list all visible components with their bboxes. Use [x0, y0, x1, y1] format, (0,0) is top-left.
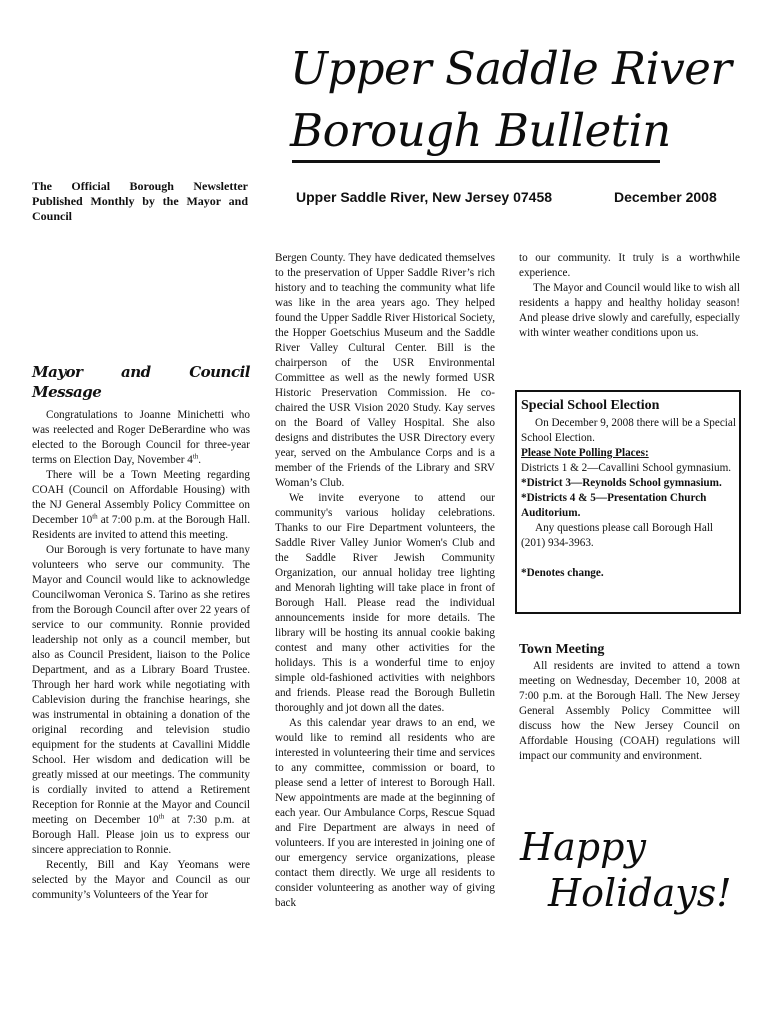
column-3-paragraph-2: The Mayor and Council would like to wish all residents a happy and healthy holiday season! And please drive slowly and carefully, especially with winter weather conditions upon us. [519, 282, 740, 339]
town-meeting-section [519, 641, 740, 764]
polling-places-heading: Please Note Polling Places: [521, 447, 649, 459]
school-election-title: Special School Election [521, 398, 660, 413]
column-2-paragraph-2: We invite everyone to attend our community's various holiday celebrations. Thanks to our Fire Department volunteers, the Saddle River Valley Junior Women's Club and the Saddle River Jewish Community Organization, our annual holiday tree lighting and Menorah lighting will take place in front of Borough Hall. Please read the individual announcements inside for more details. The library will be hosting its annual cookie baking contest and many other activities for the holidays. This is a wonderful time to enjoy simple old-fashioned activities with neighbors and friends. Please read the Borough Bulletin thoroughly and jot down all the dates. [275, 492, 495, 714]
school-election-intro: On December 9, 2008 there will be a Special School Election. [521, 417, 736, 444]
mayor-paragraph-1: Congratulations to Joanne Minichetti who was reelected and Roger DeBerardine who was elected to the Borough Council for three-year terms on Election Day, November 4th. [32, 409, 250, 466]
column-1 [32, 362, 250, 903]
location-line: Upper Saddle River, New Jersey 07458 [296, 189, 553, 205]
mayor-paragraph-4: Recently, Bill and Kay Yeomans were selected by the Mayor and Council as our community’s Volunteers of the Year for [32, 859, 250, 901]
town-meeting-body: All residents are invited to attend a town meeting on Wednesday, December 10, 2008 at 7:00 p.m. at the Borough Hall. The New Jersey General Assembly Policy Committee will discuss how the New Jersey Council on Affordable Housing (COAH) regulations will impact our community and environment. [519, 660, 740, 762]
polling-district-4-5: *Districts 4 & 5—Presentation Church Auditorium. [521, 492, 707, 519]
column-3 [519, 251, 740, 341]
school-election-box [515, 390, 741, 614]
masthead-rule [292, 160, 660, 163]
masthead-line-2: Borough Bulletin [290, 104, 671, 157]
school-election-footnote: *Denotes change. [521, 567, 604, 579]
greeting-line-1: Happy [520, 825, 646, 869]
greeting-line-2: Holidays! [548, 871, 732, 915]
column-3-paragraph-1: to our community. It truly is a worthwhile experience. [519, 252, 740, 279]
masthead-title [290, 38, 750, 162]
newsletter-subtitle: The Official Borough Newsletter Published Monthly by the Mayor and Council [32, 179, 248, 223]
masthead-line-1: Upper Saddle River [290, 42, 732, 95]
school-election-questions: Any questions please call Borough Hall (201) 934-3963. [521, 522, 714, 549]
polling-district-1-2: Districts 1 & 2—Cavallini School gymnasium. [521, 462, 732, 474]
column-2-paragraph-3: As this calendar year draws to an end, we would like to remind all residents who are interested in volunteering their time and services to any committee, commission or board, to please send a letter of interest to Borough Hall. New appointments are made at the beginning of each year. Our Ambulance Corps, Rescue Squad and Fire Department are always in need of volunteers. If you are interested in joining one of our emergency service organizations, please contact them directly. We urge all residents to consider volunteering as another way of giving back [275, 717, 495, 909]
mayor-message-heading: Mayor and Council Message [32, 363, 250, 401]
column-2 [275, 251, 495, 911]
mayor-paragraph-2: There will be a Town Meeting regarding COAH (Council on Affordable Housing) with the NJ General Assembly Policy Committee on December 10th at 7:00 p.m. at the Borough Hall. Residents are invited to attend this meeting. [32, 469, 251, 541]
town-meeting-title: Town Meeting [519, 642, 605, 657]
holiday-greeting [520, 824, 732, 916]
mayor-paragraph-3: Our Borough is very fortunate to have many volunteers who serve our community. The Mayor and Council would like to acknowledge Councilwoman Veronica S. Tarino as she retires from the Borough Council after over 22 years of service to our community. Ronnie provided leadership not only as a council member, but also as Council President, liaison to the Police Department, and as a Library Board Trustee. Through her hard work while negotiating with Cablevision during the franchise hearings, she was instrumental in obtaining a donation of the original recording and television studio equipment for the students at Cavallini Middle School. Her wisdom and dedication will be greatly missed at our meetings. The community is cordially invited to attend a Retirement Reception for Ronnie at the Mayor and Council meeting on December 10th at 7:30 p.m. at Borough Hall. Please join us to express our sincere appreciation to Ronnie. [32, 544, 250, 856]
polling-district-3: *District 3—Reynolds School gymnasium. [521, 477, 722, 489]
issue-date: December 2008 [614, 189, 717, 205]
column-2-paragraph-1: Bergen County. They have dedicated themselves to the preservation of Upper Saddle River’s rich history and to teaching the community what life was like in the area years ago. They helped found the Upper Saddle River Historical Society, the Hopper Goetschius Museum and the Saddle River Valley Cultural Center. Bill is the chairperson of the USR Environmental Committee as well as the newly formed USR Historic Preservation Commission. He co-chaired the USR Vision 2020 Study. Kay serves on the Board of Valley Hospital. She also designs and distributes the USR Directory every year, served on the Ambulance Corps and is a member of the Friends of the Library and SRV Woman’s Club. [275, 252, 495, 489]
